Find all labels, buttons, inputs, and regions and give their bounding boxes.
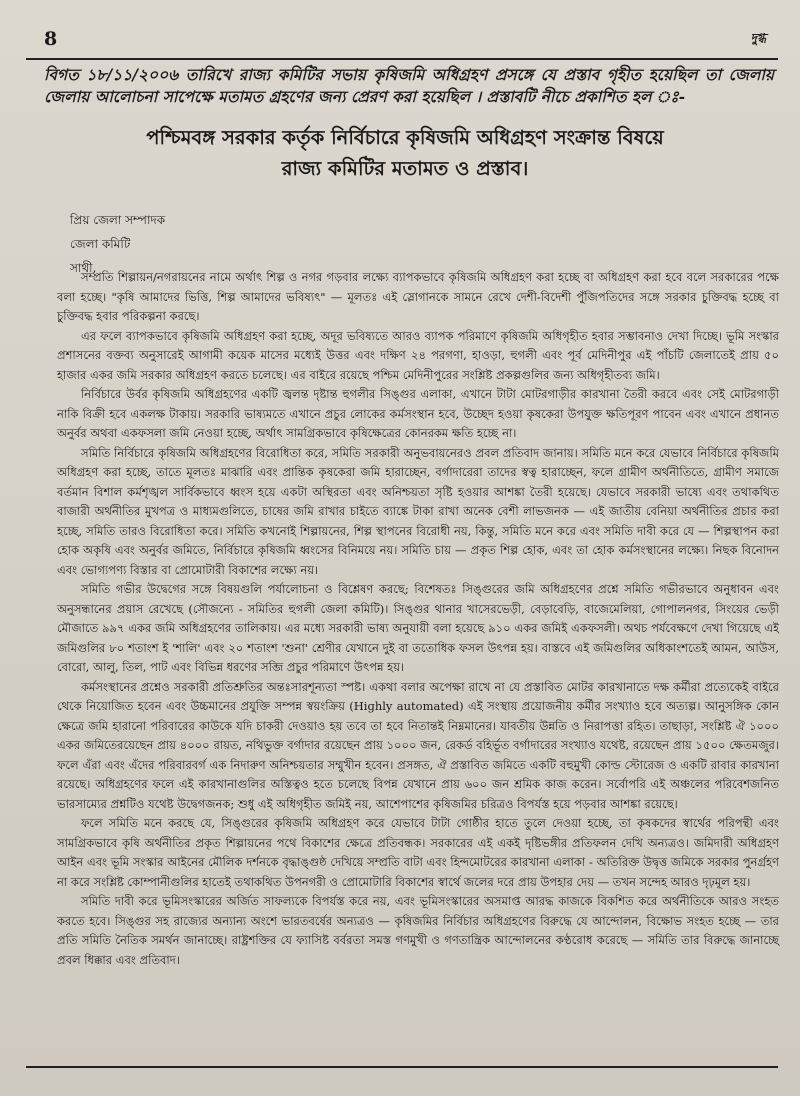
body-paragraph-5: সমিতি গভীর উদ্বেগের সঙ্গে বিষয়গুলি পর্যালোচনা ও বিশ্লেষণ করছে; বিশেষতঃ সিঙ্গুরের জমি অধিগ্রহণের প্রশ্নে সমিতি গভীরভাবে অনুধাবন এবং অনুসন্ধানের প্রয়াস রেখেছে (সৌজন্যে - সমিতির হুগলী জেলা কমিটি)। সিঙ্গুর থানার খাসেরভেড়ী, বেড়াবেড়ি, বাজেমেলিয়া, গোপালনগর, সিংয়ের ভেড়ী মৌজাতে ৯৯৭ একর জমি অধিগ্রহণের তালিকায়। এর মধ্যে সরকারী ভাষ্য অনুযায়ী বলা হয়েছে ৯১০ একর জমিই একফসলী। অথচ পর্যবেক্ষণে দেখা গিয়েছে এই জমিগুলির ৮০ শতাংশ ই 'শালি' এবং ২০ শতাংশ 'শুনা' শ্রেণীর যেখানে দুই বা ততোধিক ফসল উৎপন্ন হয়। বাস্তবে এই জমিগুলির অধিকাংশতেই আমন, আউস, বোরো, আলু, তিল, পাট এবং বিভিন্ন ধরণের সব্জি প্রচুর পরিমাণে উৎপন্ন হয়।	[57, 582, 779, 674]
headline-line-1: পশ্চিমবঙ্গ সরকার কর্তৃক নির্বিচারে কৃষিজমি অধিগ্রহণ সংক্রান্ত বিষয়ে	[146, 126, 664, 149]
body-paragraph-4: সমিতি নির্বিচারে কৃষিজমি অধিগ্রহণের বিরোধিতা করে, সমিতি সরকারী অনুভবায়নেরও প্রবল প্রতিবাদ জানায়। সমিতি মনে করে যেভাবে নির্বিচারে কৃষিজমি অধিগ্রহণ করা হচ্ছে, তাতে মূলতঃ মাঝারি এবং প্রান্তিক কৃষকেরা জমি হারাচ্ছেন, বর্গাদারেরা তাদের স্বত্ব হারাচ্ছেন, ফলে গ্রামীণ অর্থনীতিতে, গ্রামীণ সমাজে বর্তমান বিশাল কর্মশৃঙ্খল সার্বিকভাবে ধ্বংস হয়ে একটা অস্থিরতা এবং অনিশ্চয়তা সৃষ্টি হওয়ার আশঙ্কা তৈরী হয়েছে। যেভাবে সরকারী ভাষ্যে এবং তথাকথিত বাজারী অর্থনীতির মুখপত্র ও মাধ্যমগুলিতে, চাষের জমি রাখার চাইতে ব্যাঙ্কে টাকা রাখা অনেক বেশী লাভজনক — এই জাতীয় বেনিয়া অর্থনীতির প্রচার করা হচ্ছে, সমিতি তারও বিরোধিতা করে। সমিতি কখনোই শিল্পায়নের, শিল্প স্থাপনের বিরোধী নয়, কিন্তু, সমিতি মনে করে এবং সমিতি দাবী করে যে — শিল্পস্থাপন করা হোক অকৃষি এবং অনুর্বর জমিতে, নির্বিচারে কৃষিজমি ধ্বংসের বিনিময়ে নয়। সমিতি চায় — প্রকৃত শিল্প হোক, এবং তা হোক কর্মসংস্থানের লক্ষ্যে। নিছক বিনোদন এবং ভোগ্যপণ্য বিস্তার বা প্রোমোটারী বিকাশের লক্ষ্যে নয়।	[57, 445, 779, 577]
top-divider	[26, 58, 778, 60]
article-body	[57, 268, 779, 970]
article-headline	[60, 122, 750, 184]
masthead-title: দুগ্ধ	[750, 31, 766, 45]
body-paragraph-7: ফলে সমিতি মনে করছে যে, সিঙ্গুরের কৃষিজমি অধিগ্রহণ করে যেভাবে টাটা গোষ্ঠীর হাতে তুলে দেওয়া হচ্ছে, তা কৃষকদের স্বার্থের পরিপন্থী এবং সামগ্রিকভাবে কৃষি অর্থনীতির প্রকৃত শিল্পায়নের পথে বিকাশের ক্ষেত্রে প্রতিবন্ধক। সরকারের এই একই দৃষ্টিভঙ্গীর প্রতিফলন দেখি অন্যত্রও। জমিদারী অধিগ্রহণ আইন এবং ভূমি সংস্কার আইনের মৌলিক দর্শনকে বৃদ্ধাঙ্গুষ্ঠ দেখিয়ে সম্প্রতি বাটা এবং হিন্দমোটরের কারখানা এলাকা - অতিরিক্ত উদ্বৃত্ত জমিকে সরকার পুনর্গ্রহণ না করে সংশ্লিষ্ট কোম্পানীগুলির হাতেই তথাকথিত উপনগরী ও প্রোমোটারি বিকাশের স্বার্থে জলের দরে প্রায় উপহার দেয় — তখন সন্দেহ আরও দৃঢ়মূল হয়।	[57, 816, 779, 889]
salutation-greeting: সাথী,	[70, 261, 97, 275]
body-paragraph-6: কর্মসংস্থানের প্রশ্নেও সরকারী প্রতিশ্রুতির অন্তঃসারশূন্যতা স্পষ্ট। একথা বলার অপেক্ষা রাখে না যে প্রস্তাবিত মোটর কারখানাতে দক্ষ কর্মীরা প্রত্যেকেই বাইরে থেকে নিয়োজিত হবেন এবং উচ্চমানের প্রযুক্তি সম্পন্ন স্বয়ংক্রিয় (Highly automated) এই সংস্থায় প্রয়োজনীয় কর্মীর সংখ্যাও হবে অত্যল্প। আনুসঙ্গিক কোন ক্ষেত্রে জমি হারানো পরিবারের কাউকে যদি চাকরী দেওয়াও হয় তবে তা হবে নিতান্তই নিম্নমানের। যাবতীয় উন্নতি ও নিরাপত্তা রহিত। তাছাড়া, সংশ্লিষ্ট ঐ ১০০০ একর জমিতেরয়েছেন প্রায় ৪০০০ রায়ত, নথিভুক্ত বর্গাদার রয়েছেন প্রায় ১০০০ জন, রেকর্ড বহির্ভূত বর্গাদারের সংখ্যাও যথেষ্ট, রয়েছেন প্রায় ১৫০০ ক্ষেতমজুর। ফলে এঁরা এবং এঁদের পরিবারবর্গ এক নিদারুণ অনিশ্চয়তার সম্মুখীন হবেন। প্রসঙ্গত, ঐ প্রস্তাবিত জমিতে একটি বহুমুখী কোল্ড স্টোরেজ ও একটি রাবার কারখানা রয়েছে। অধিগ্রহণের ফলে এই কারখানাগুলির অস্তিত্বও হতে চলেছে বিপন্ন যেখানে প্রায় ৬০০ জন শ্রমিক কাজ করেন। সর্বোপরি এই অঞ্চলের পরিবেশজনিত ভারসাম্যের প্রশ্নটিও যথেষ্ট উদ্বেগজনক; শুধু এই অধিগৃহীত জমিই নয়, আশেপাশের কৃষিজমির চরিত্রও বিপর্যস্ত হয়ে পড়বার আশঙ্কা রয়েছে।	[57, 679, 779, 811]
body-paragraph-3: নির্বিচারে উর্বর কৃষিজমি অধিগ্রহণের একটি জ্বলন্ত দৃষ্টান্ত হুগলীর সিঙ্গুর এলাকা, এখানে টাটা মোটরগাড়ীর কারখানা তৈরী করবে এবং সেই মোটরগাড়ী নাকি বিক্রী হবে একলক্ষ টাকায়। সরকারি ভাষ্যমতে এখানে প্রচুর লোকের কর্মসংস্থান হবে, উচ্ছেদ হওয়া কৃষকেরা উপযুক্ত ক্ষতিপূরণ পাবেন এবং এখানে প্রধানত অনুর্বর অথবা একফসলা জমি নেওয়া হচ্ছে, অর্থাৎ সামগ্রিকভাবে কৃষিক্ষেত্রের কোনরকম ক্ষতি হচ্ছে না।	[57, 387, 779, 440]
intro-note: বিগত ১৮/১১/২০০৬ তারিখে রাজ্য কমিটির সভায় কৃষিজমি অধিগ্রহণ প্রসঙ্গে যে প্রস্তাব গৃহীত হয়েছিল তা জেলায় জেলায় আলোচনা সাপেক্ষে মতামত গ্রহণের জন্য প্রেরণ করা হয়েছিল । প্রস্তাবটি নীচে প্রকাশিত হল ঃ-	[44, 65, 774, 106]
body-paragraph-8: সমিতি দাবী করে ভূমিসংস্কারের অর্জিত সাফল্যকে বিপর্যস্ত করে নয়, এবং ভূমিসংস্কারের অসমাপ্ত আরদ্ধ কাজকে বিকশিত করে অর্থনীতিকে আরও সংহত করতে হবে। সিঙ্গুর সহ রাজ্যের অন্যান্য অংশে ভারতবর্ষের অন্যত্রও — কৃষিজমির নির্বিচার অধিগ্রহণের বিরুদ্ধে যে আন্দোলন, বিক্ষোভ সংহত হচ্ছে — তার প্রতি সমিতি নৈতিক সমর্থন জানাচ্ছে। রাষ্ট্রশক্তির যে ফ্যাসিষ্ট বর্বরতা সমস্ত গণমুখী ও গণতান্ত্রিক আন্দোলনের কণ্ঠরোধ করেছে — সমিতি তার বিরুদ্ধে জানাচ্ছে প্রবল ধিক্কার এবং প্রতিবাদ।	[57, 894, 779, 967]
headline-line-2: রাজ্য কমিটির মতামত ও প্রস্তাব।	[281, 157, 529, 180]
bottom-divider	[26, 1066, 778, 1068]
body-paragraph-2: এর ফলে ব্যাপকভাবে কৃষিজমি অধিগ্রহণ করা হচ্ছে, অদূর ভবিষ্যতে আরও ব্যাপক পরিমাণে কৃষিজমি অধিগৃহীত হবার সম্ভাবনাও দেখা দিচ্ছে। ভূমি সংস্কার প্রশাসনের বক্তব্য অনুসারেই আগামী কয়েক মাসের মধ্যেই উত্তর এবং দক্ষিণ ২৪ পরগণা, হাওড়া, হুগলী এবং পূর্ব মেদিনীপুর এই পাঁচটি জেলাতেই প্রায় ৫০ হাজার একর জমি সরকার অধিগ্রহণ করতে চলেছে। এর বাইরে রয়েছে পশ্চিম মেদিনীপুরের সংশ্লিষ্ট প্রকল্পগুলির জন্য অধিগৃহীতব্য জমি।	[57, 328, 779, 382]
salutation-committee: জেলা কমিটি	[70, 237, 131, 251]
body-paragraph-1: সম্প্রতি শিল্পায়ন/নগরায়নের নামে অর্থাৎ শিল্প ও নগর গড়বার লক্ষ্যে ব্যাপকভাবে কৃষিজমি অধিগ্রহণ করা হচ্ছে বা অধিগ্রহণ করা হবে বলে সরকারের পক্ষে বলা হচ্ছে। "কৃষি আমাদের ভিত্তি, শিল্প আমাদের ভবিষ্যৎ" — মূলতঃ এই স্লোগানকে সামনে রেখে দেশী-বিদেশী পুঁজিপতিদের সঙ্গে সরকার চুক্তিবদ্ধ হচ্ছে বা চুক্তিবদ্ধ হবার পরিকল্পনা করছে।	[57, 270, 779, 323]
salutation-addressee: প্রিয় জেলা সম্পাদক	[70, 213, 166, 227]
page-number: 8	[44, 28, 58, 50]
